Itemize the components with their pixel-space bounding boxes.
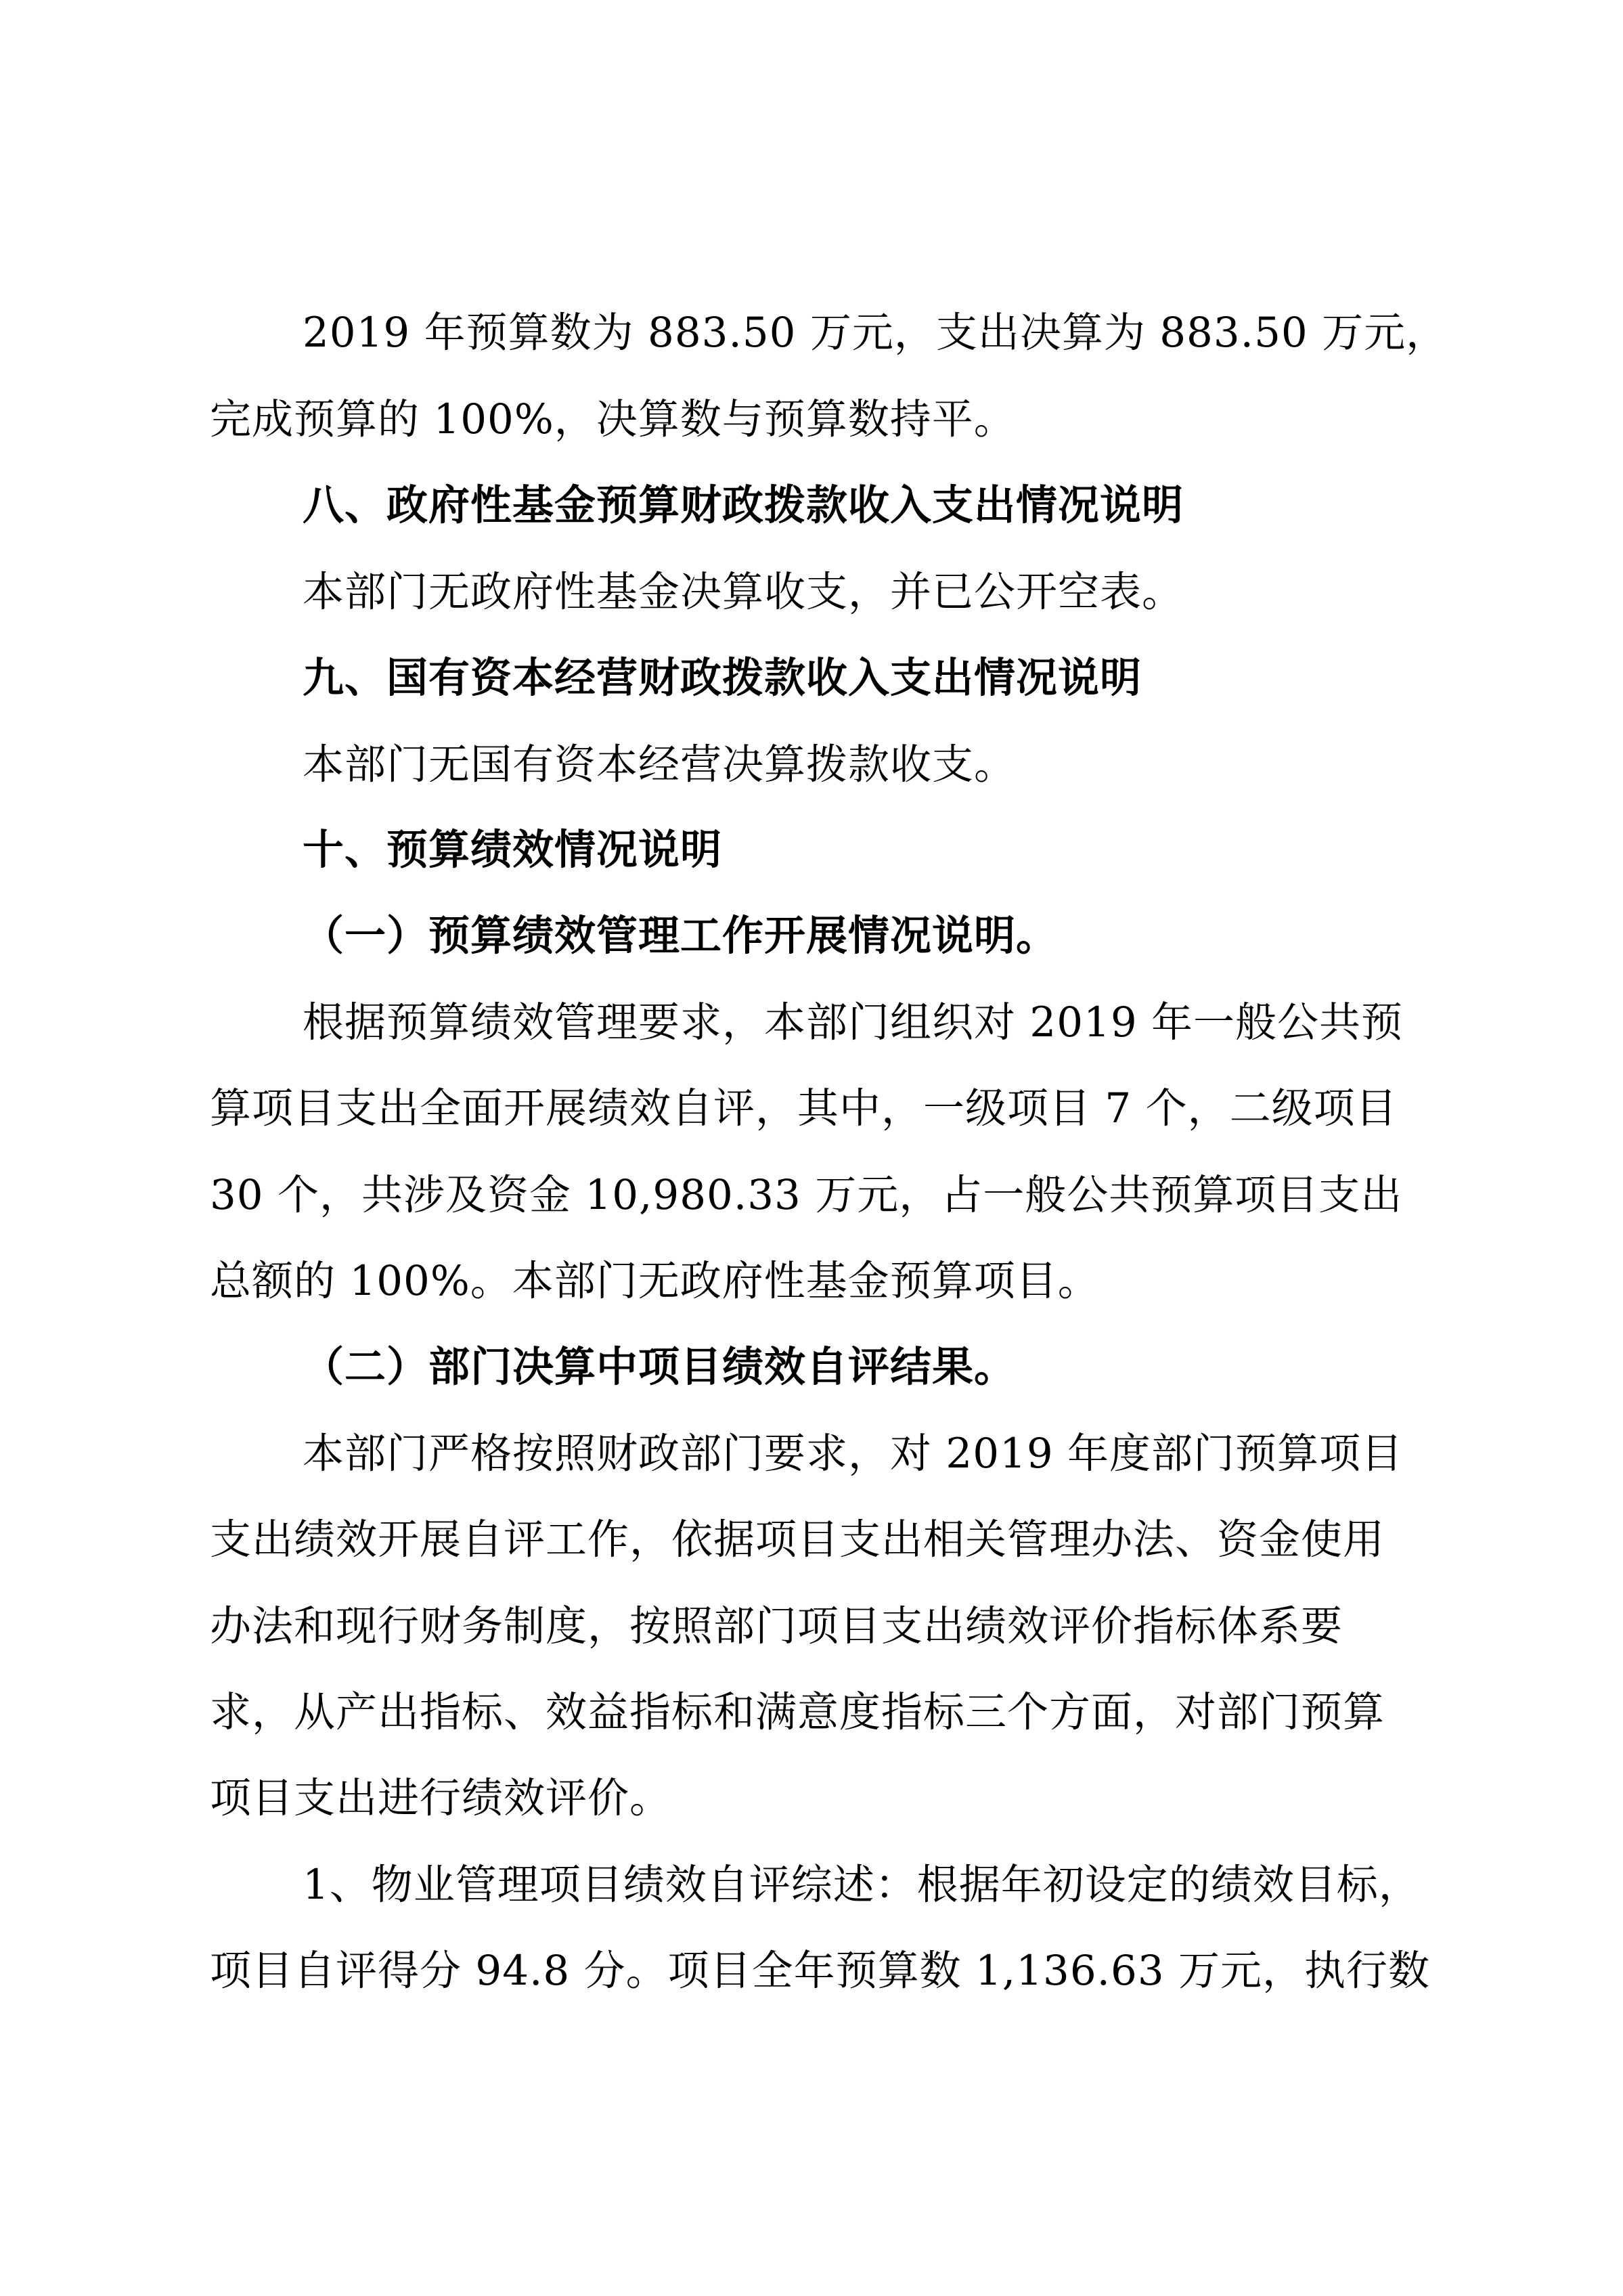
item-1-line-1: 1、物业管理项目绩效自评综述：根据年初设定的绩效目标， <box>303 1861 1421 1909</box>
budget-paragraph-line-2: 完成预算的 100%，决算数与预算数持平。 <box>210 395 1016 443</box>
section-9-heading: 九、国有资本经营财政拨款收入支出情况说明 <box>303 654 1142 702</box>
subsection-1-line-4: 总额的 100%。本部门无政府性基金预算项目。 <box>210 1257 1100 1305</box>
item-1-line-2: 项目自评得分 94.8 分。项目全年预算数 1,136.63 万元，执行数 <box>210 1947 1431 1995</box>
subsection-2-line-1: 本部门严格按照财政部门要求，对 2019 年度部门预算项目 <box>303 1430 1404 1478</box>
subsection-1-line-3: 30 个，共涉及资金 10,980.33 万元，占一般公共预算项目支出 <box>210 1171 1403 1219</box>
subsection-2-line-4: 求，从产出指标、效益指标和满意度指标三个方面，对部门预算 <box>210 1688 1385 1736</box>
subsection-2-line-5: 项目支出进行绩效评价。 <box>210 1774 672 1822</box>
subsection-2-line-2: 支出绩效开展自评工作，依据项目支出相关管理办法、资金使用 <box>210 1516 1385 1564</box>
section-8-body: 本部门无政府性基金决算收支，并已公开空表。 <box>303 568 1184 616</box>
budget-paragraph-line-1: 2019 年预算数为 883.50 万元，支出决算为 883.50 万元， <box>303 309 1448 357</box>
subsection-1-line-1: 根据预算绩效管理要求，本部门组织对 2019 年一般公共预 <box>303 998 1404 1046</box>
subsection-1-heading: （一）预算绩效管理工作开展情况说明。 <box>303 912 1059 960</box>
subsection-1-line-2: 算项目支出全面开展绩效自评，其中，一级项目 7 个，二级项目 <box>210 1084 1398 1132</box>
section-9-body: 本部门无国有资本经营决算拨款收支。 <box>303 741 1017 789</box>
subsection-2-heading: （二）部门决算中项目绩效自评结果。 <box>303 1343 1017 1391</box>
section-10-heading: 十、预算绩效情况说明 <box>303 826 723 874</box>
section-8-heading: 八、政府性基金预算财政拨款收入支出情况说明 <box>303 481 1184 529</box>
subsection-2-line-3: 办法和现行财务制度，按照部门项目支出绩效评价指标体系要 <box>210 1602 1343 1650</box>
